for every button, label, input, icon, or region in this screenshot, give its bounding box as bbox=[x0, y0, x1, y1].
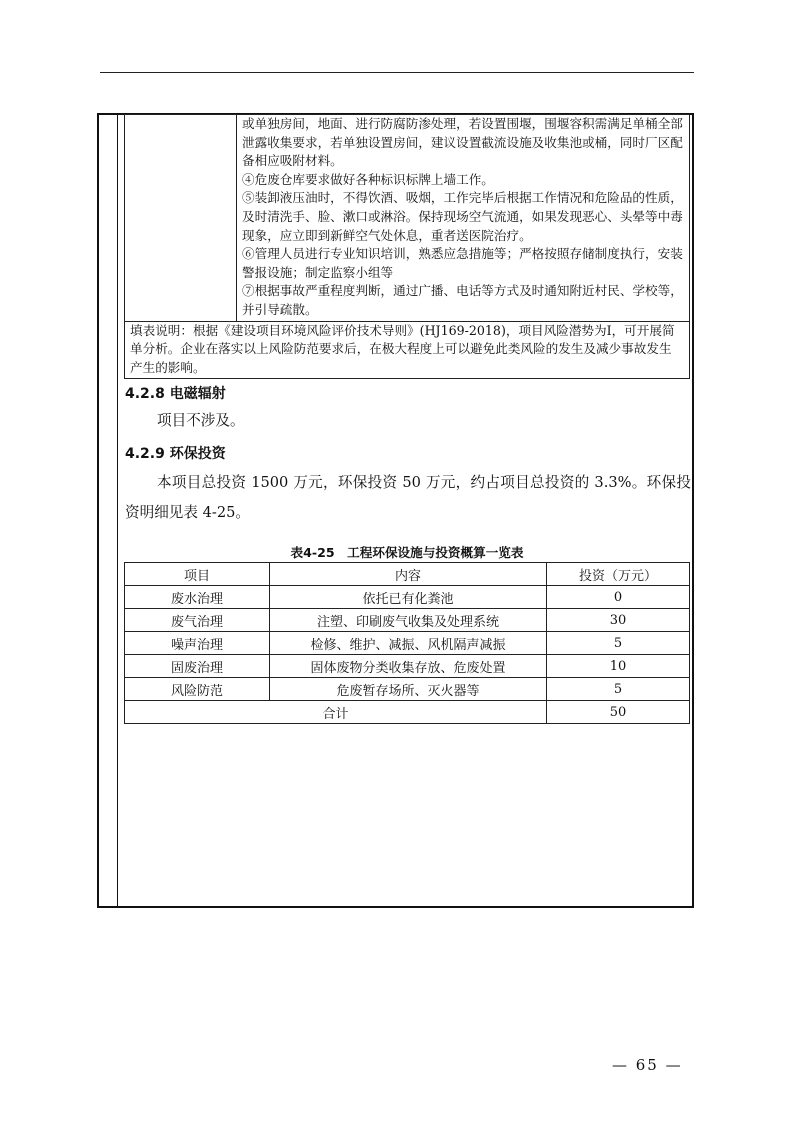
cell-content: 危废暂存场所、灭火器等 bbox=[270, 678, 547, 701]
risk-measure-item: ⑥管理人员进行专业知识培训，熟悉应急措施等；严格按照存储制度执行，安装警报设施；制定监察小组等 bbox=[242, 246, 683, 280]
investment-table bbox=[124, 562, 690, 724]
risk-measure-item: ④危废仓库要求做好各种标识标牌上墙工作。 bbox=[242, 171, 494, 187]
table-row bbox=[125, 321, 690, 379]
total-label: 合计 bbox=[125, 701, 547, 724]
cell-item: 风险防范 bbox=[125, 678, 270, 701]
table-row bbox=[125, 115, 690, 322]
table-row bbox=[125, 586, 690, 609]
cell-investment: 10 bbox=[547, 655, 690, 678]
section-body-electromagnetic: 项目不涉及。 bbox=[157, 412, 245, 429]
table-total-row bbox=[125, 701, 690, 724]
risk-measure-item: 或单独房间，地面、进行防腐防渗处理，若设置围堰，围堰容积需满足单桶全部泄露收集要求，若单独设置房间，建议设置截流设施及收集池或桶，同时厂区配备相应吸附材料。 bbox=[242, 116, 683, 169]
cell-investment: 30 bbox=[547, 609, 690, 632]
cell-content: 注塑、印刷废气收集及处理系统 bbox=[270, 609, 547, 632]
risk-measures-cell bbox=[237, 115, 690, 322]
cell-content: 检修、维护、减振、风机隔声减振 bbox=[270, 632, 547, 655]
cell-item: 噪声治理 bbox=[125, 632, 270, 655]
section-body-investment: 本项目总投资 1500 万元，环保投资 50 万元，约占项目总投资的 3.3%。环保投资明细见表 4-25。 bbox=[125, 474, 691, 521]
total-value: 50 bbox=[547, 701, 690, 724]
section-heading-investment: 4.2.9 环保投资 bbox=[125, 446, 226, 462]
column-header-investment: 投资（万元） bbox=[547, 563, 690, 586]
cell-item: 固废治理 bbox=[125, 655, 270, 678]
page-number: — 65 — bbox=[612, 1056, 683, 1074]
cell-content: 固体废物分类收集存放、危废处置 bbox=[270, 655, 547, 678]
risk-measures-table bbox=[124, 114, 690, 379]
column-header-content: 内容 bbox=[270, 563, 547, 586]
table-row bbox=[125, 678, 690, 701]
cell-content: 依托已有化粪池 bbox=[270, 586, 547, 609]
cell-investment: 5 bbox=[547, 632, 690, 655]
table-note: 填表说明：根据《建设项目环境风险评价技术导则》(HJ169-2018)，项目风险潜势为Ⅰ，可开展简单分析。企业在落实以上风险防范要求后，在极大程度上可以避免此类风险的发生及减少事故发生产生的影响。 bbox=[125, 321, 690, 379]
frame-left-column-line bbox=[117, 113, 118, 908]
cell-item: 废水治理 bbox=[125, 586, 270, 609]
risk-measure-item: ⑦根据事故严重程度判断，通过广播、电话等方式及时通知附近村民、学校等，并引导疏散。 bbox=[242, 283, 683, 317]
header-rule bbox=[100, 72, 694, 73]
table-row bbox=[125, 609, 690, 632]
column-header-item: 项目 bbox=[125, 563, 270, 586]
risk-label-cell bbox=[125, 115, 237, 322]
cell-investment: 0 bbox=[547, 586, 690, 609]
cell-investment: 5 bbox=[547, 678, 690, 701]
table-row bbox=[125, 632, 690, 655]
table-header-row bbox=[125, 563, 690, 586]
table-caption: 表4-25 工程环保设施与投资概算一览表 bbox=[290, 545, 524, 560]
section-heading-electromagnetic: 4.2.8 电磁辐射 bbox=[125, 386, 226, 402]
cell-item: 废气治理 bbox=[125, 609, 270, 632]
risk-measure-item: ⑤装卸液压油时，不得饮酒、吸烟，工作完毕后根据工作情况和危险品的性质，及时清洗手、脸、漱口或淋浴。保持现场空气流通，如果发现恶心、头晕等中毒现象，应立即到新鲜空气处休息，重者送医院治疗。 bbox=[242, 190, 683, 243]
table-row bbox=[125, 655, 690, 678]
